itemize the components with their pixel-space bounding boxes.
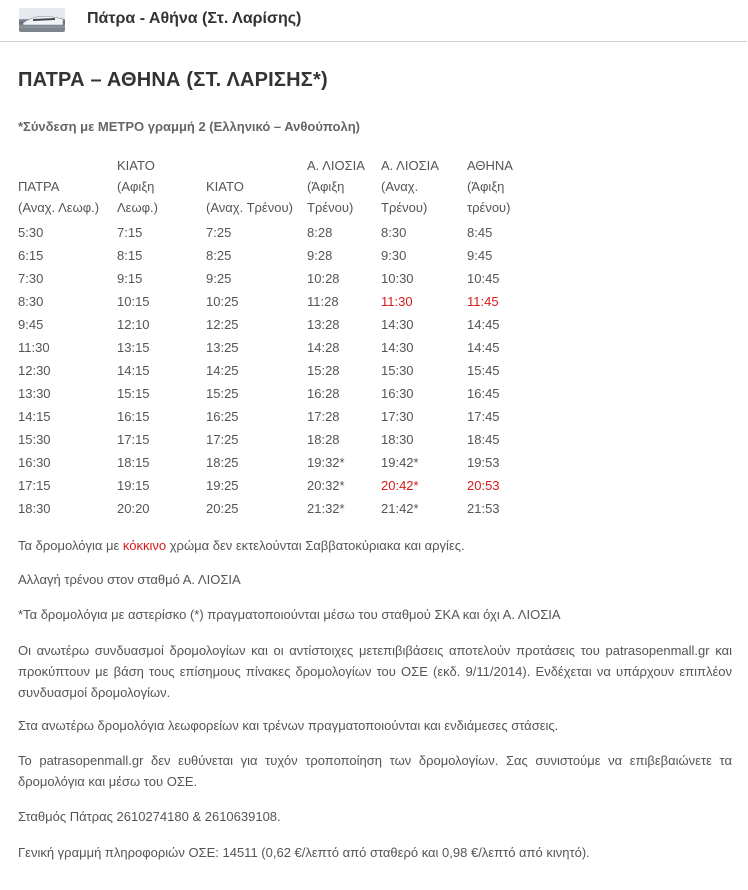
table-cell: 8:45 (467, 225, 493, 240)
table-cell: 14:45 (467, 317, 500, 332)
column-header: Α. ΛΙΟΣΙΑ (Άφιξη Τρένου) (307, 158, 365, 215)
combinations-note: Οι ανωτέρω συνδυασμοί δρομολογίων και οι αντίστοιχες μετεπιβιβάσεις αποτελούν προτάσεις του patrasopenmall.gr και προκύπτουν με βάση τους επίσημους πίνακες δρομολογίων του ΟΣΕ (εκδ. 9/11/2014). Ενδέχεται να υπάρχουν επιπλέον συνδυασμοί δρομολογίων. (18, 643, 732, 700)
table-row (18, 336, 537, 359)
table-cell: 20:53 (467, 478, 500, 493)
asterisk-note: *Τα δρομολόγια με αστερίσκο (*) πραγματοποιούνται μέσω του σταθμού ΣΚΑ και όχι Α. ΛΙΟΣΙΑ (18, 607, 561, 622)
table-cell: 8:30 (18, 294, 44, 309)
stops-note: Στα ανωτέρω δρομολόγια λεωφορείων και τρένων πραγματοποιούνται και ενδιάμεσες στάσεις. (18, 718, 559, 733)
table-row (18, 382, 537, 405)
table-cell: 19:25 (206, 478, 239, 493)
table-cell: 17:15 (117, 432, 150, 447)
table-cell: 19:32* (307, 455, 345, 470)
table-cell: 14:15 (117, 363, 150, 378)
table-cell: 15:30 (381, 363, 414, 378)
table-cell: 15:28 (307, 363, 340, 378)
table-cell: 13:30 (18, 386, 51, 401)
table-cell: 9:45 (18, 317, 44, 332)
table-cell: 8:25 (206, 248, 232, 263)
table-cell: 18:28 (307, 432, 340, 447)
table-cell: 13:28 (307, 317, 340, 332)
table-cell: 7:30 (18, 271, 44, 286)
table-cell: 10:25 (206, 294, 239, 309)
table-cell: 10:30 (381, 271, 414, 286)
table-cell: 9:28 (307, 248, 333, 263)
table-cell: 21:42* (381, 501, 419, 516)
table-cell: 21:53 (467, 501, 500, 516)
table-cell: 18:45 (467, 432, 500, 447)
table-cell: 12:30 (18, 363, 51, 378)
info-line-note: Γενική γραμμή πληροφοριών ΟΣΕ: 14511 (0,62 €/λεπτό από σταθερό και 0,98 €/λεπτό από κινητό). (18, 845, 590, 860)
table-cell: 17:25 (206, 432, 239, 447)
table-cell: 19:53 (467, 455, 500, 470)
train-photo-icon[interactable] (19, 8, 65, 32)
table-cell: 16:25 (206, 409, 239, 424)
table-cell: 15:15 (117, 386, 150, 401)
table-cell: 18:15 (117, 455, 150, 470)
table-cell: 10:28 (307, 271, 340, 286)
column-header: ΠΑΤΡΑ (Αναχ. Λεωφ.) (18, 179, 100, 215)
table-cell: 10:15 (117, 294, 150, 309)
table-cell: 14:45 (467, 340, 500, 355)
table-cell: 18:30 (381, 432, 414, 447)
table-cell: 18:25 (206, 455, 239, 470)
table-cell: 14:15 (18, 409, 51, 424)
table-row (18, 359, 537, 382)
table-cell: 7:15 (117, 225, 143, 240)
table-cell: 14:30 (381, 317, 414, 332)
red-schedule-note (18, 535, 732, 556)
header-title[interactable]: Πάτρα - Αθήνα (Στ. Λαρίσης) (87, 10, 302, 27)
table-cell: 19:42* (381, 455, 419, 470)
table-row (18, 244, 537, 267)
red-word: κόκκινο (122, 538, 167, 553)
table-row (18, 497, 537, 520)
table-row (18, 290, 537, 313)
table-cell: 15:45 (467, 363, 500, 378)
metro-connection-subtitle: *Σύνδεση με ΜΕΤΡΟ γραμμή 2 (Ελληνικό – Ανθούπολη) (18, 119, 360, 134)
table-cell: 16:28 (307, 386, 340, 401)
table-header-row (18, 155, 537, 221)
table-cell: 8:28 (307, 225, 333, 240)
table-cell: 19:15 (117, 478, 150, 493)
table-cell: 7:25 (206, 225, 232, 240)
table-cell: 9:45 (467, 248, 493, 263)
table-row (18, 474, 537, 497)
table-cell: 20:20 (117, 501, 150, 516)
page-header (0, 0, 747, 42)
table-cell: 16:15 (117, 409, 150, 424)
table-cell: 12:25 (206, 317, 239, 332)
table-cell: 6:15 (18, 248, 44, 263)
table-cell: 17:45 (467, 409, 500, 424)
table-cell: 8:15 (117, 248, 143, 263)
table-row (18, 405, 537, 428)
table-row (18, 221, 537, 244)
table-cell: 11:45 (467, 294, 499, 309)
table-cell: 5:30 (18, 225, 44, 240)
table-cell: 16:30 (18, 455, 51, 470)
table-cell: 20:25 (206, 501, 239, 516)
table-cell: 16:30 (381, 386, 414, 401)
note-text: χρώμα δεν εκτελούνται Σαββατοκύριακα και αργίες. (166, 538, 465, 553)
table-cell: 14:25 (206, 363, 239, 378)
table-cell: 20:32* (307, 478, 345, 493)
column-header: ΚΙΑΤΟ (Αφιξη Λεωφ.) (117, 158, 158, 215)
table-cell: 14:30 (381, 340, 414, 355)
table-cell: 10:45 (467, 271, 500, 286)
schedule-table (18, 155, 537, 520)
table-cell: 21:32* (307, 501, 345, 516)
table-cell: 9:30 (381, 248, 407, 263)
table-cell: 13:25 (206, 340, 239, 355)
table-cell: 16:45 (467, 386, 500, 401)
table-cell: 9:25 (206, 271, 232, 286)
table-cell: 17:28 (307, 409, 340, 424)
schedule-body (18, 221, 537, 520)
table-cell: 8:30 (381, 225, 407, 240)
page-title: ΠΑΤΡΑ – ΑΘΗΝΑ (ΣΤ. ΛΑΡΙΣΗΣ*) (18, 69, 328, 91)
table-row (18, 428, 537, 451)
disclaimer-note: Το patrasopenmall.gr δεν ευθύνεται για τυχόν τροποποίηση των δρομολογίων. Σας συνιστούμε να επιβεβαιώνετε τα δρομολόγια και μέσω του ΟΣΕ. (18, 753, 732, 789)
train-change-note: Αλλαγή τρένου στον σταθμό Α. ΛΙΟΣΙΑ (18, 572, 241, 587)
column-header: Α. ΛΙΟΣΙΑ (Αναχ. Τρένου) (381, 158, 439, 215)
table-cell: 9:15 (117, 271, 143, 286)
column-header: ΚΙΑΤΟ (Αναχ. Τρένου) (206, 179, 293, 215)
table-cell: 17:30 (381, 409, 414, 424)
table-row (18, 451, 537, 474)
table-cell: 15:25 (206, 386, 239, 401)
station-phone-note: Σταθμός Πάτρας 2610274180 & 2610639108. (18, 809, 281, 824)
table-cell: 11:28 (307, 294, 339, 309)
table-cell: 12:10 (117, 317, 150, 332)
table-cell: 11:30 (18, 340, 50, 355)
table-row (18, 313, 537, 336)
column-header: ΑΘΗΝΑ (Άφιξη τρένου) (467, 158, 513, 215)
table-cell: 14:28 (307, 340, 340, 355)
table-cell: 13:15 (117, 340, 150, 355)
table-cell: 15:30 (18, 432, 51, 447)
table-cell: 11:30 (381, 294, 413, 309)
note-text: Τα δρομολόγια με (18, 538, 123, 553)
table-cell: 17:15 (18, 478, 51, 493)
table-cell: 20:42* (381, 478, 419, 493)
table-cell: 18:30 (18, 501, 51, 516)
table-row (18, 267, 537, 290)
